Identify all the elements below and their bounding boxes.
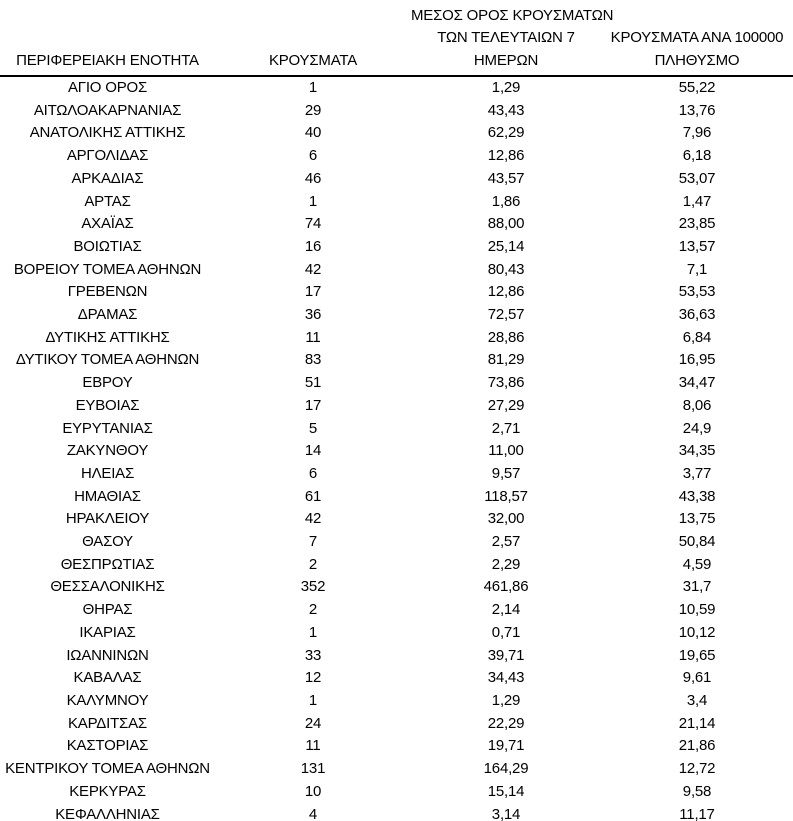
table-row [0,645,793,668]
region-cell: ΑΡΓΟΛΙΔΑΣ [66,147,149,165]
avg-7day-cell: 34,43 [487,669,525,687]
per-100k-cell: 24,9 [682,419,712,437]
region-cell: ΚΕΝΤΡΙΚΟΥ ΤΟΜΕΑ ΑΘΗΝΩΝ [5,760,210,778]
col-header-per-100k-line2: ΠΛΗΘΥΣΜΟ [654,51,740,69]
region-cell: ΚΕΦΑΛΛΗΝΙΑΣ [55,805,160,821]
cases-cell: 10 [304,782,322,800]
region-cell: ΘΑΣΟΥ [82,533,133,551]
table-row [0,304,793,327]
avg-7day-cell: 73,86 [487,374,525,392]
region-cell: ΙΩΑΝΝΙΝΩΝ [66,646,149,664]
region-cell: ΕΥΒΟΙΑΣ [75,396,140,414]
avg-7day-cell: 22,29 [487,714,525,732]
region-cell: ΚΕΡΚΥΡΑΣ [69,782,146,800]
avg-7day-cell: 3,14 [491,805,521,821]
table-row [0,599,793,622]
region-cell: ΗΛΕΙΑΣ [80,464,135,482]
avg-7day-cell: 43,43 [487,101,525,119]
avg-7day-cell: 81,29 [487,351,525,369]
avg-7day-cell: 2,14 [491,601,521,619]
table-row [0,713,793,736]
avg-7day-cell: 164,29 [483,760,529,778]
avg-7day-cell: 62,29 [487,124,525,142]
per-100k-cell: 9,58 [682,782,712,800]
table-row [0,486,793,509]
avg-7day-cell: 2,71 [491,419,521,437]
cases-cell: 1 [308,691,318,709]
region-cell: ΘΕΣΣΑΛΟΝΙΚΗΣ [50,578,165,596]
region-cell: ΑΝΑΤΟΛΙΚΗΣ ΑΤΤΙΚΗΣ [29,124,186,142]
cases-cell: 17 [304,396,322,414]
col-header-avg-7day-line3: ΗΜΕΡΩΝ [473,51,539,69]
avg-7day-cell: 11,00 [488,442,524,460]
per-100k-cell: 31,7 [682,578,712,596]
table-row [0,213,793,236]
per-100k-cell: 13,75 [678,510,716,528]
region-cell: ΚΑΡΔΙΤΣΑΣ [67,714,147,732]
avg-7day-cell: 28,86 [487,328,525,346]
per-100k-cell: 6,18 [682,147,712,165]
table-row [0,804,793,821]
table-row [0,281,793,304]
region-cell: ΔΡΑΜΑΣ [77,306,138,324]
cases-cell: 5 [308,419,318,437]
avg-7day-cell: 80,43 [487,260,525,278]
per-100k-cell: 3,77 [682,464,712,482]
avg-7day-cell: 88,00 [487,215,525,233]
table-row [0,440,793,463]
cases-cell: 11 [305,737,321,755]
table-row [0,122,793,145]
col-header-cases-label: ΚΡΟΥΣΜΑΤΑ [268,51,358,69]
region-cell: ΘΕΣΠΡΩΤΙΑΣ [60,555,155,573]
per-100k-cell: 21,14 [678,714,716,732]
table-row [0,758,793,781]
avg-7day-cell: 39,71 [487,646,525,664]
header-row [0,0,793,76]
table-row [0,576,793,599]
cases-cell: 42 [304,510,322,528]
cases-cell: 17 [304,283,322,301]
cases-cell: 33 [304,646,322,664]
col-header-avg-7day-line2: ΤΩΝ ΤΕΛΕΥΤΑΙΩΝ 7 [437,29,575,46]
per-100k-cell: 7,96 [682,124,712,142]
table-row [0,781,793,804]
per-100k-cell: 53,53 [678,283,716,301]
region-cell: ΒΟΙΩΤΙΑΣ [73,237,142,255]
per-100k-cell: 19,65 [678,646,716,664]
per-100k-cell: 9,61 [682,669,712,687]
per-100k-cell: 55,22 [678,79,716,96]
avg-7day-cell: 12,86 [487,147,525,165]
cases-cell: 352 [300,578,326,596]
per-100k-cell: 6,84 [682,328,712,346]
per-100k-cell: 43,38 [678,487,716,505]
cases-cell: 7 [308,533,318,551]
table-row [0,259,793,282]
table-row [0,168,793,191]
per-100k-cell: 23,85 [678,215,716,233]
table-row [0,508,793,531]
col-header-cases [215,0,411,76]
table-row [0,690,793,713]
per-100k-cell: 36,63 [678,306,716,324]
table-row [0,236,793,259]
region-cell: ΘΗΡΑΣ [82,601,133,619]
cases-cell: 6 [308,147,318,165]
region-cell: ΑΧΑΪΑΣ [81,215,134,233]
region-cell: ΒΟΡΕΙΟΥ ΤΟΜΕΑ ΑΘΗΝΩΝ [13,260,202,278]
per-100k-cell: 10,59 [678,601,716,619]
cases-cell: 12 [304,669,322,687]
cases-cell: 40 [304,124,322,142]
avg-7day-cell: 0,71 [491,623,521,641]
col-header-per-100k [601,0,793,76]
region-cell: ΕΒΡΟΥ [82,374,133,392]
cases-cell: 16 [304,237,322,255]
avg-7day-cell: 12,86 [487,283,525,301]
cases-cell: 2 [308,601,318,619]
cases-cell: 2 [308,555,318,573]
region-cell: ΑΙΤΩΛΟΑΚΑΡΝΑΝΙΑΣ [33,101,182,119]
per-100k-cell: 3,4 [686,691,708,709]
per-100k-cell: 21,86 [678,737,716,755]
region-cell: ΚΑΣΤΟΡΙΑΣ [66,737,149,755]
avg-7day-cell: 43,57 [487,169,525,187]
avg-7day-cell: 1,86 [491,192,521,210]
region-cell: ΗΜΑΘΙΑΣ [74,487,141,505]
avg-7day-cell: 2,57 [491,533,521,551]
per-100k-cell: 16,95 [678,351,716,369]
table-row [0,667,793,690]
per-100k-cell: 13,57 [678,237,716,255]
avg-7day-cell: 1,29 [491,79,521,96]
cases-cell: 51 [304,374,322,392]
per-100k-cell: 1,47 [682,192,712,210]
per-100k-cell: 34,47 [678,374,716,392]
cases-cell: 11 [305,328,321,346]
per-100k-cell: 4,59 [682,555,712,573]
cases-cell: 1 [308,192,318,210]
cases-cell: 74 [304,215,322,233]
table-row [0,622,793,645]
region-cell: ΓΡΕΒΕΝΩΝ [67,283,148,301]
avg-7day-cell: 72,57 [487,306,525,324]
region-cell: ΑΡΤΑΣ [84,192,131,210]
col-header-region-label: ΠΕΡΙΦΕΡΕΙΑΚΗ ΕΝΟΤΗΤΑ [16,51,199,69]
avg-7day-cell: 461,86 [483,578,529,596]
table-row [0,531,793,554]
region-cell: ΚΑΛΥΜΝΟΥ [66,691,149,709]
per-100k-cell: 12,72 [678,760,716,778]
avg-7day-cell: 9,57 [491,464,521,482]
col-header-avg-7day [411,0,614,76]
table-row [0,395,793,418]
per-100k-cell: 7,1 [686,260,708,278]
per-100k-cell: 34,35 [678,442,716,460]
cases-cell: 24 [304,714,322,732]
per-100k-cell: 50,84 [678,533,716,551]
cases-cell: 83 [304,351,322,369]
table-row [0,349,793,372]
table-row [0,327,793,350]
per-100k-cell: 53,07 [678,169,716,187]
table-row [0,735,793,758]
cases-cell: 1 [308,79,318,96]
col-header-avg-7day-line1: ΜΕΣΟΣ ΟΡΟΣ ΚΡΟΥΣΜΑΤΩΝ [411,6,614,24]
avg-7day-cell: 19,71 [487,737,525,755]
table-row [0,418,793,441]
cases-cell: 14 [304,442,322,460]
region-cell: ΖΑΚΥΝΘΟΥ [66,442,149,460]
table-row [0,372,793,395]
table-row [0,145,793,168]
table-row [0,554,793,577]
region-cell: ΑΓΙΟ ΟΡΟΣ [67,79,148,96]
table-row [0,463,793,486]
region-cell: ΗΡΑΚΛΕΙΟΥ [65,510,150,528]
region-cell: ΕΥΡΥΤΑΝΙΑΣ [62,419,153,437]
cases-cell: 29 [304,101,322,119]
region-cell: ΔΥΤΙΚΟΥ ΤΟΜΕΑ ΑΘΗΝΩΝ [15,351,200,369]
per-100k-cell: 10,12 [678,623,716,641]
cases-cell: 131 [300,760,326,778]
cases-cell: 42 [304,260,322,278]
region-cell: ΚΑΒΑΛΑΣ [73,669,142,687]
cases-cell: 36 [304,306,322,324]
avg-7day-cell: 2,29 [491,555,521,573]
table-body [0,76,793,821]
table-row [0,100,793,123]
cases-cell: 1 [308,623,318,641]
col-header-region [0,0,215,76]
avg-7day-cell: 118,57 [484,487,528,505]
cases-cell: 6 [308,464,318,482]
per-100k-cell: 13,76 [678,101,716,119]
region-cell: ΑΡΚΑΔΙΑΣ [71,169,144,187]
avg-7day-cell: 15,14 [487,782,525,800]
avg-7day-cell: 1,29 [491,691,521,709]
table-row [0,191,793,214]
avg-7day-cell: 27,29 [487,396,525,414]
region-cell: ΙΚΑΡΙΑΣ [79,623,136,641]
avg-7day-cell: 32,00 [487,510,525,528]
cases-cell: 61 [304,487,322,505]
table-row [0,76,793,100]
cases-cell: 46 [304,169,322,187]
per-100k-cell: 8,06 [682,396,712,414]
avg-7day-cell: 25,14 [487,237,525,255]
col-header-per-100k-line1: ΚΡΟΥΣΜΑΤΑ ΑΝΑ 100000 [610,29,784,46]
region-cell: ΔΥΤΙΚΗΣ ΑΤΤΙΚΗΣ [45,328,170,346]
cases-cell: 4 [308,805,318,821]
per-100k-cell: 11,17 [679,805,715,821]
